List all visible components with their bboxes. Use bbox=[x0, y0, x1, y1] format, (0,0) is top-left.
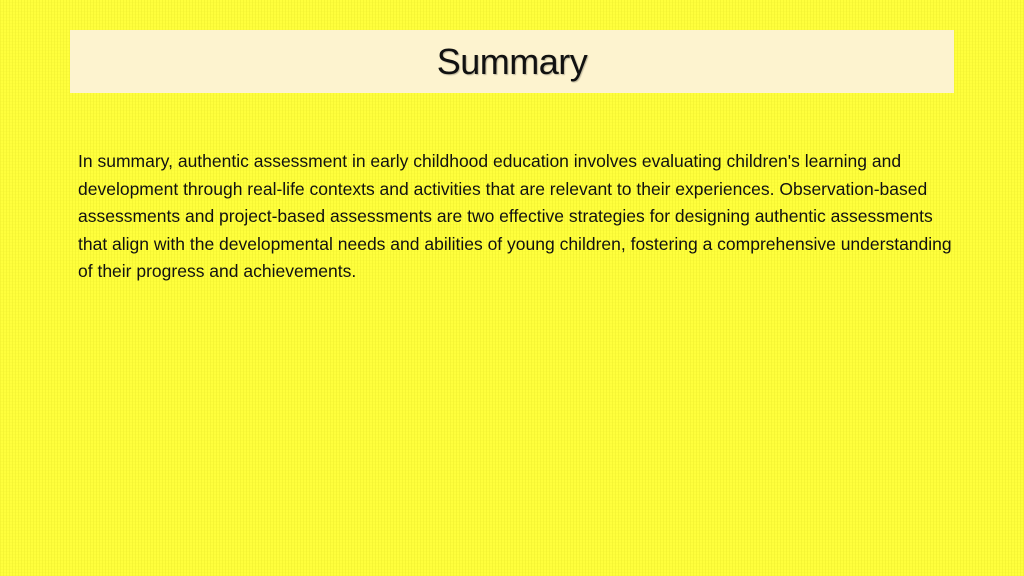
slide-title: Summary bbox=[436, 41, 588, 82]
summary-paragraph: In summary, authentic assessment in early childhood education involves evaluating children's learning and development through real-life contexts and activities that are relevant to their experiences. Observation-based assessments and project-based assessments are two effective strategies for designing authentic assessments that align with the developmental needs and abilities of young children, fostering a comprehensive understanding of their progress and achievements. bbox=[78, 151, 952, 281]
title-bar bbox=[70, 30, 954, 93]
